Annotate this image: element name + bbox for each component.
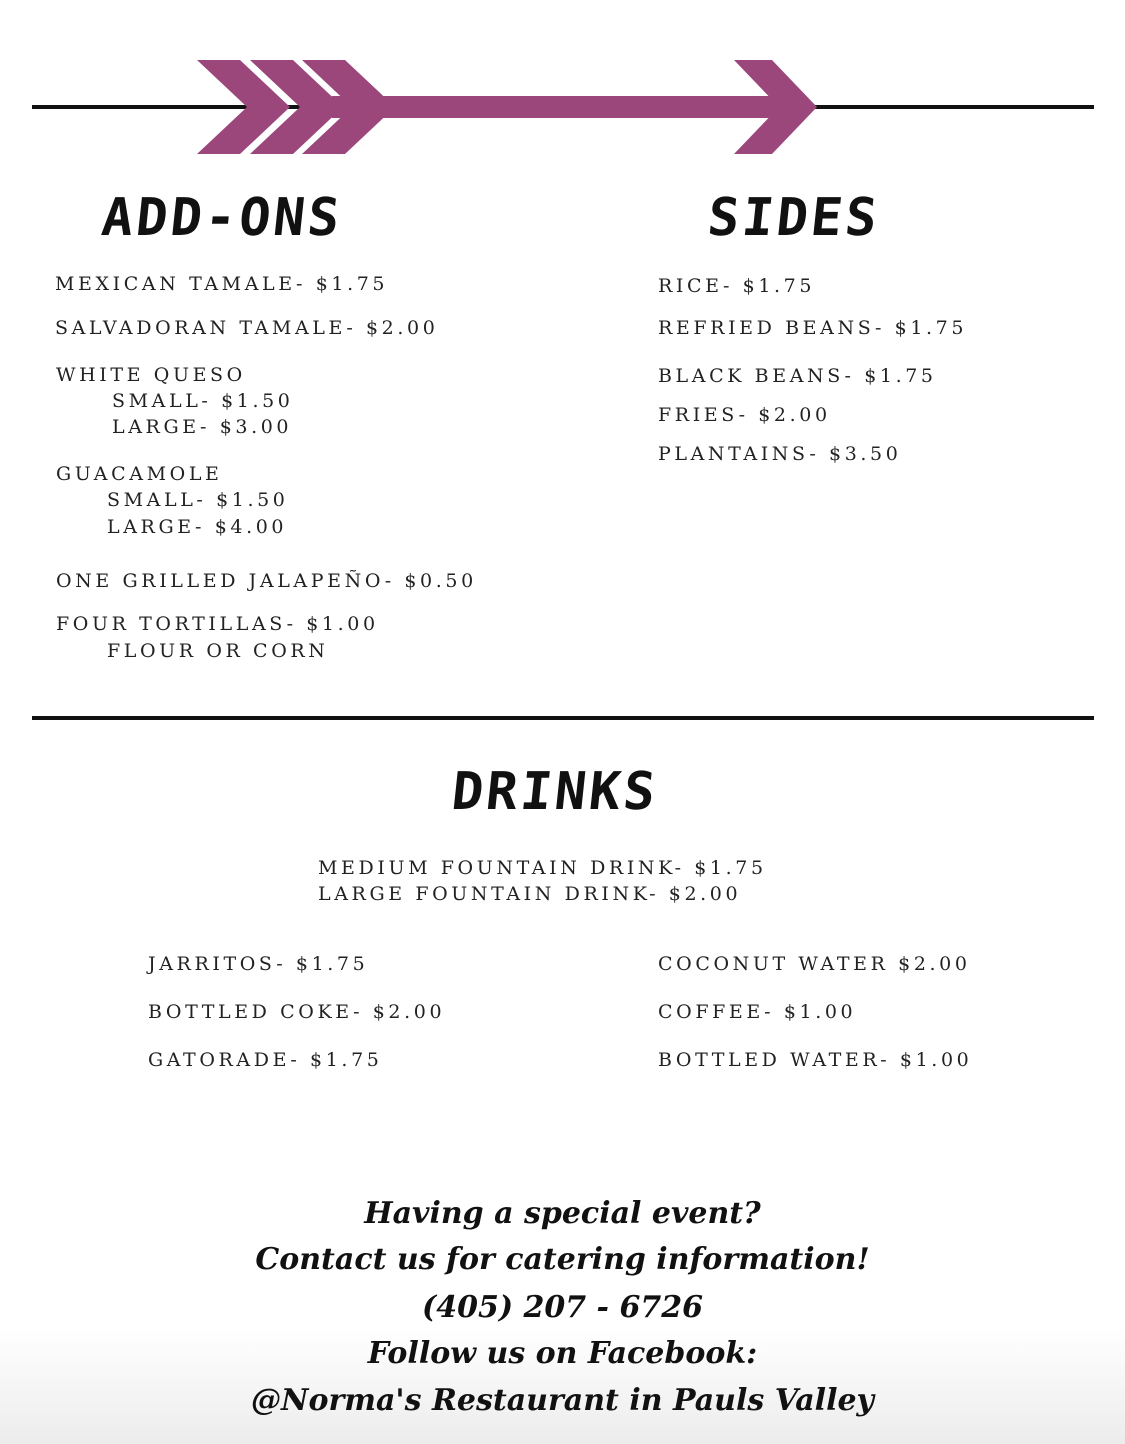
- drink-fountain-large: LARGE FOUNTAIN DRINK- $2.00: [318, 883, 742, 905]
- drink-gatorade: GATORADE- $1.75: [148, 1049, 383, 1071]
- side-rice: RICE- $1.75: [658, 275, 816, 297]
- addon-queso-large: LARGE- $3.00: [112, 416, 293, 438]
- addon-tortillas-note: FLOUR OR CORN: [107, 640, 329, 662]
- footer-follow: Follow us on Facebook:: [367, 1336, 758, 1371]
- side-black-beans: BLACK BEANS- $1.75: [658, 365, 937, 387]
- footer-facebook-handle: @Norma's Restaurant in Pauls Valley: [251, 1383, 874, 1418]
- addon-tortillas: FOUR TORTILLAS- $1.00: [56, 613, 379, 635]
- drink-coffee: COFFEE- $1.00: [658, 1001, 857, 1023]
- drink-bottled-coke: BOTTLED COKE- $2.00: [148, 1001, 446, 1023]
- footer-phone: (405) 207 - 6726: [422, 1290, 703, 1325]
- addons-heading: ADD-ONS: [98, 188, 346, 248]
- sides-heading: SIDES: [704, 188, 883, 248]
- drink-jarritos: JARRITOS- $1.75: [148, 953, 369, 975]
- addon-guacamole: GUACAMOLE: [56, 463, 223, 485]
- arrow-divider: [32, 55, 1094, 160]
- drink-bottled-water: BOTTLED WATER- $1.00: [658, 1049, 973, 1071]
- side-fries: FRIES- $2.00: [658, 404, 831, 426]
- footer-special-event: Having a special event?: [364, 1196, 761, 1231]
- addon-jalapeno: ONE GRILLED JALAPEÑO- $0.50: [56, 570, 477, 592]
- addon-white-queso: WHITE QUESO: [56, 364, 246, 386]
- side-plantains: PLANTAINS- $3.50: [658, 443, 902, 465]
- section-divider: [32, 716, 1094, 720]
- addon-guac-small: SMALL- $1.50: [107, 489, 289, 511]
- addon-queso-small: SMALL- $1.50: [112, 390, 294, 412]
- drink-fountain-medium: MEDIUM FOUNTAIN DRINK- $1.75: [318, 857, 767, 879]
- side-refried-beans: REFRIED BEANS- $1.75: [658, 317, 968, 339]
- drinks-heading: DRINKS: [448, 762, 661, 822]
- addon-mexican-tamale: MEXICAN TAMALE- $1.75: [55, 273, 389, 295]
- addon-salvadoran-tamale: SALVADORAN TAMALE- $2.00: [55, 317, 439, 339]
- addon-guac-large: LARGE- $4.00: [107, 516, 288, 538]
- drink-coconut-water: COCONUT WATER $2.00: [658, 953, 971, 975]
- footer-catering: Contact us for catering information!: [255, 1242, 870, 1277]
